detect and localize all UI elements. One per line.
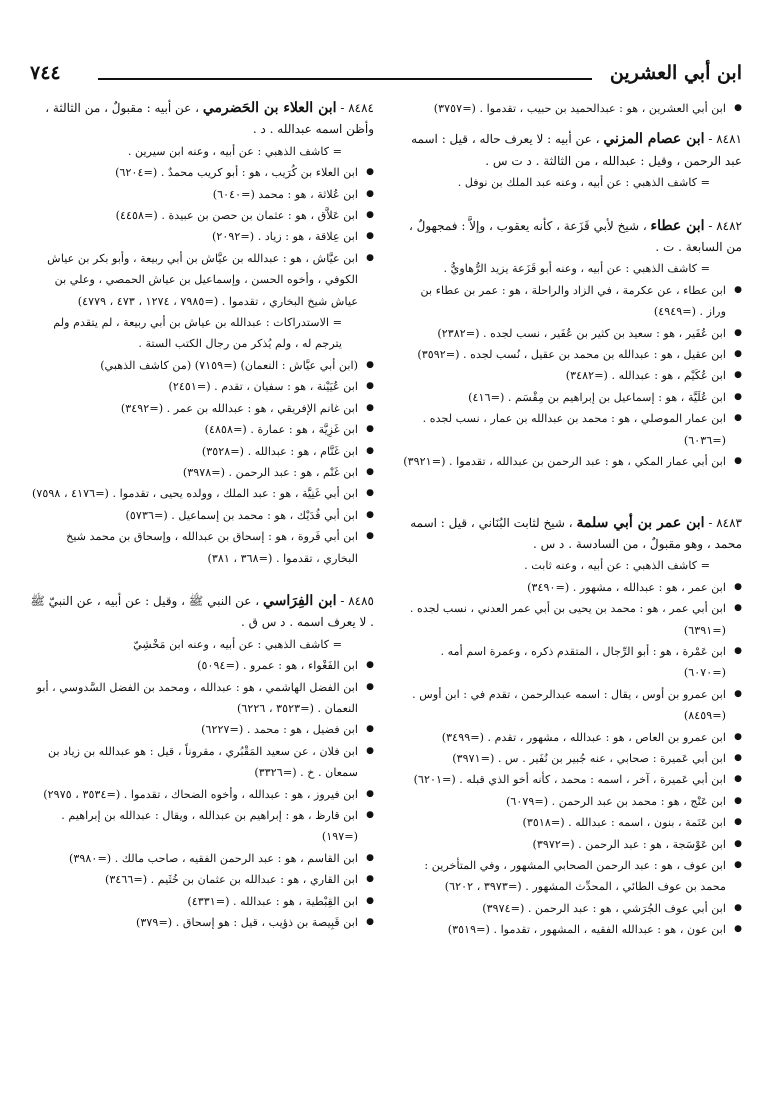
entry: ● ابن أبي عَميرة ، آخر ، اسمه : محمد ، كأنه أخو الذي قبله . (=٦٢٠١) — [398, 769, 742, 790]
numbered-entry: ٨٤٨٤ - ابن العلاء بن الحَضرمي ، عن أبيه : مقبولٌ ، من الثالثة ، وأظن اسمه عبدالله . د . — [45, 100, 374, 137]
entry: ● ابن الفَغْواء ، هو : عمرو . (=٥٠٩٤) — [30, 655, 374, 676]
entry-number: ٨٤٨٤ — [348, 101, 374, 115]
numbered-entry: ٨٤٨٢ - ابن عطاء ، شيخ لأبي قَزَعة ، كأنه يعقوب ، وإلاَّ : فمجهولٌ ، من السابعة . ت . — [408, 217, 742, 255]
entry: ● ابن عقيل ، هو : عبدالله بن محمد بن عقيل ، نُسب لجده . (=٣٥٩٢) — [398, 344, 742, 365]
right-column — [398, 98, 742, 941]
entry: ● ابن عمرو بن أوس ، يقال : اسمه عبدالرحمن ، تقدم في : ابن أوس . (=٨٤٥٩) — [398, 684, 742, 727]
entry-name: ابن عطاء — [650, 217, 705, 234]
entry: ● ابن أبي غَنِيَّة ، هو : عبد الملك ، وولده يحيى ، تقدموا . (=٤١٧٦ ، ٧٥٩٨) — [30, 483, 374, 504]
entry-name: ابن عصام المزني — [603, 131, 705, 148]
entry: ● ابن عَلاَّق ، هو : عثمان بن حصن بن عبيدة . (=٤٤٥٨) — [30, 205, 374, 226]
entry: ● ابن عطاء ، عن عكرمة ، في الزاد والراحلة ، هو : عمر بن عطاء بن وراز . (=٤٩٤٩) — [398, 280, 742, 323]
kashif-note: = كاشف الذهبي : عن أبيه ، وعنه أبو قَزَعة يزيد الرُّهاويُّ . — [443, 262, 710, 276]
entry: ● ابن عمر ، هو : عبدالله ، مشهور . (=٣٤٩٠) — [398, 577, 742, 598]
page-number: ٧٤٤ — [30, 62, 61, 84]
istidrakat-note: = الاستدراكات : عبدالله بن عياش بن أبي ربيعة ، لم يتقدم ولم يترجم له ، ولم يُذكر من رجال الكتب الستة . — [53, 316, 342, 351]
entry: ● ابن أبي عمر ، هو : محمد بن يحيى بن أبي عمر العدني ، نسب لجده . (=٦٣٩١) — [398, 598, 742, 641]
entry: ● ابن عوف ، هو : عبد الرحمن الصحابي المشهور ، وفي المتأخرين : محمد بن عوف الطائي ، المحدِّث المشهور . (=٣٩٧٣ ، ٦٢٠٢) — [398, 855, 742, 898]
entry: ● ابن القاري ، هو : عبدالله بن عثمان بن خُثَيم . (=٣٤٦٦) — [30, 869, 374, 890]
entry: ● ابن فيروز ، هو : عبدالله ، وأخوه الضحاك ، تقدموا . (=٣٥٣٤ ، ٢٩٧٥) — [30, 784, 374, 805]
entry: ● ابن عمار الموصلي ، هو : محمد بن عبدالله بن عمار ، نسب لجده . (=٦٠٣٦) — [398, 408, 742, 451]
entry: ● ابن الفضل الهاشمي ، هو : عبدالله ، ومحمد بن الفضل السَّدوسي ، أبو النعمان . (=٣٥٢٣ ، ٦٢٢٦) — [30, 677, 374, 720]
entry: ● (ابن أبي عيَّاش : النعمان) (=٧١٥٩) (من كاشف الذهبي) — [30, 355, 374, 376]
numbered-entry: ٨٤٨٣ - ابن عمر بن أبي سلمة ، شيخ لثابت البُنَاني ، قيل : اسمه محمد ، وهو مقبولٌ ، من السادسة . د س . — [410, 514, 742, 551]
entry: ● ابن عِلاقة ، هو : زياد . (=٢٠٩٢) — [30, 226, 374, 247]
entry-name: ابن الفِرَاسي — [262, 592, 337, 609]
entry: ● ابن أبي عَميرة : صحابي ، عنه جُبير بن نُفَير . س . (=٣٩٧١) — [398, 748, 742, 769]
entry-text: ، عن أبيه : مقبولٌ ، من الثالثة ، وأظن اسمه عبدالله . د . — [45, 101, 374, 137]
entry-name: ابن العلاء بن الحَضرمي — [202, 100, 337, 116]
entry: ● ابن عَنْج ، هو : محمد بن عبد الرحمن . (=٦٠٧٩) — [398, 791, 742, 812]
entry: ● ابن أبي عمار المكي ، هو : عبد الرحمن بن عبدالله ، تقدموا . (=٣٩٢١) — [398, 451, 742, 472]
header-rule — [98, 78, 592, 80]
left-column — [30, 98, 374, 933]
kashif-note: = كاشف الذهبي : عن أبيه ، وعنه ابن مَخْشِيّ — [133, 637, 342, 651]
entry: ● ابن القاسم ، هو : عبد الرحمن الفقيه ، صاحب مالك . (=٣٩٨٠) — [30, 848, 374, 869]
page-header — [30, 62, 742, 92]
entry: ● ابن عمرو بن العاص ، هو : عبدالله ، مشهور ، تقدم . (=٣٤٩٩) — [398, 727, 742, 748]
entry: ● ابن أبي فُدَيْك ، هو : محمد بن إسماعيل . (=٥٧٣٦) — [30, 505, 374, 526]
entry-text: ، عن أبيه : لا يعرف حاله ، قيل : اسمه عبد الرحمن ، وقيل : عبدالله ، من الثالثة . د ت س . — [411, 132, 742, 168]
entry: ● ابن عيَّاش ، هو : عبدالله بن عيَّاش بن أبي ربيعة ، وأبو بكر بن عياش الكوفي ، وأخوه الحسن ، وإسماعيل بن عياش الحمصي ، وعلي بن عياش شيخ البخاري ، تقدموا . (=٧٩٨٥ ، ١٢٧٤ ، ٤٧٣ ، ٤٧٧٩) — [30, 248, 374, 312]
kashif-note: = كاشف الذهبي : عن أبيه ، وعنه ثابت . — [524, 559, 710, 573]
entry: ● ابن فلان ، عن سعيد المَقْبُري ، مقروناً ، قيل : هو عبدالله بن زياد بن سمعان . خ . (=٣٣٢٦) — [30, 741, 374, 784]
entry: ● ابن عون ، هو : عبدالله الفقيه ، المشهور ، تقدموا . (=٣٥١٩) — [398, 919, 742, 940]
entry-name: ابن عمر بن أبي سلمة — [576, 514, 705, 531]
numbered-entry: ٨٤٨١ - ابن عصام المزني ، عن أبيه : لا يعرف حاله ، قيل : اسمه عبد الرحمن ، وقيل : عبدالله ، من الثالثة . د ت س . — [411, 131, 742, 168]
entry: ● ابن فضيل ، هو : محمد . (=٦٢٢٧) — [30, 719, 374, 740]
entry: ● ابن غَنَّام ، هو : عبدالله . (=٣٥٢٨) — [30, 441, 374, 462]
entry: ● ابن أبي فَروة ، هو : إسحاق بن عبدالله ، وإسحاق بن محمد شيخ البخاري ، تقدموا . (=٣٦٨ ، ٣٨١) — [30, 526, 374, 569]
entry: ● ابن القِبْطية ، هو : عبدالله . (=٤٣٣١) — [30, 891, 374, 912]
entry: ● ابن أبي عوف الجُرَشي ، هو : عبد الرحمن . (=٣٩٧٤) — [398, 898, 742, 919]
kashif-note: = كاشف الذهبي : عن أبيه ، وعنه ابن سيرين . — [127, 144, 342, 158]
entry: ● ابن عَوْسَجة ، هو : عبد الرحمن . (=٣٩٧٢) — [398, 834, 742, 855]
entry-text: ، شيخ لثابت البُنَاني ، قيل : اسمه محمد ، وهو مقبولٌ ، من السادسة . د س . — [410, 515, 742, 551]
entry: ● ابن قَبِيصة بن ذؤيب ، قيل : هو إسحاق . (=٣٧٩) — [30, 912, 374, 933]
entry-text: ، عن النبي ﷺ ، وقيل : عن أبيه ، عن النبيّ ﷺ . لا يعرف اسمه . د س ق . — [30, 593, 374, 630]
entry: ● ابن غانم الإفريقي ، هو : عبدالله بن عمر . (=٣٤٩٢) — [30, 398, 374, 419]
entry: ● ابن عُفَير ، هو : سعيد بن كثير بن عُفَير ، نسب لجده . (=٢٣٨٢) — [398, 323, 742, 344]
numbered-entry: ٨٤٨٥ - ابن الفِرَاسي ، عن النبي ﷺ ، وقيل : عن أبيه ، عن النبيّ ﷺ . لا يعرف اسمه . د س ق . — [30, 592, 374, 630]
entry-number: ٨٤٨٣ — [716, 515, 742, 530]
entry-number: ٨٤٨١ — [716, 132, 742, 147]
entry-text: ، شيخ لأبي قَزَعة ، كأنه يعقوب ، وإلاَّ : فمجهولٌ ، من السابعة . ت . — [408, 218, 742, 255]
entry: ● ابن أبي العشرين ، هو : عبدالحميد بن حبيب ، تقدموا . (=٣٧٥٧) — [398, 98, 742, 119]
entry: ● ابن عُيَيْنة ، هو : سفيان ، تقدم . (=٢٤٥١) — [30, 376, 374, 397]
entry-number: ٨٤٨٥ — [348, 593, 374, 608]
entry: ● ابن عَنَمة ، بنون ، اسمه : عبدالله . (=٣٥١٨) — [398, 812, 742, 833]
entry: ● ابن غَزِيَّة ، هو : عمارة . (=٤٨٥٨) — [30, 419, 374, 440]
entry-number: ٨٤٨٢ — [716, 218, 742, 233]
entry: ● ابن العلاء بن كُرَيب ، هو : أبو كريب محمدٌ . (=٦٢٠٤) — [30, 162, 374, 183]
entry: ● ابن غَنْم ، هو : عبد الرحمن . (=٣٩٧٨) — [30, 462, 374, 483]
entry: ● ابن قارظ ، هو : إبراهيم بن عبدالله ، ويقال : عبدالله بن إبراهيم . (=١٩٧) — [30, 805, 374, 848]
kashif-note: = كاشف الذهبي : عن أبيه ، وعنه عبد الملك بن نوفل . — [457, 176, 710, 190]
running-title: ابن أبي العشرين — [609, 62, 742, 84]
entry: ● ابن عَمْرة ، هو : أبو الرِّجال ، المتقدم ذكره ، وعمرة اسم أمه . (=٦٠٧٠) — [398, 641, 742, 684]
entry: ● ابن عُلاثة ، هو : محمد (=٦٠٤٠) — [30, 184, 374, 205]
entry: ● ابن عُكَيْم ، هو : عبدالله . (=٣٤٨٢) — [398, 365, 742, 386]
entry: ● ابن عُلَيَّة ، هو : إسماعيل بن إبراهيم بن مِقْسَم . (=٤١٦) — [398, 387, 742, 408]
